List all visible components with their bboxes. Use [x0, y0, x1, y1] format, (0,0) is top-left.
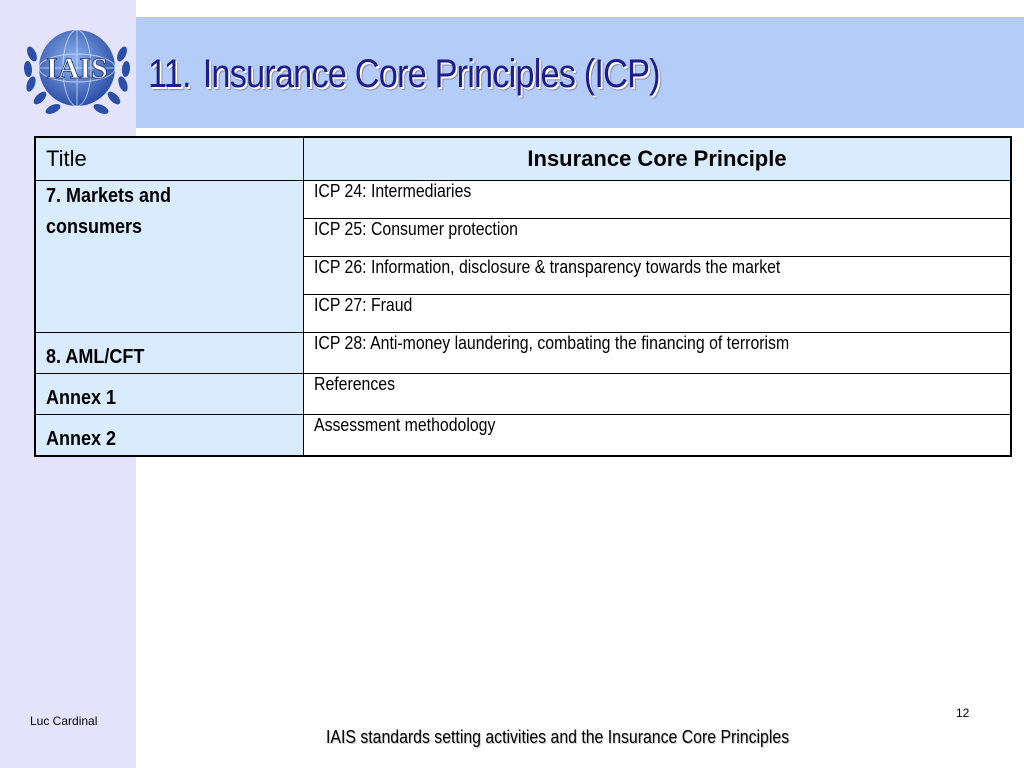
table-row: [35, 181, 1011, 219]
footer-title: IAIS standards setting activities and the Insurance Core Principles: [326, 727, 790, 747]
title-text: Insurance Core Principles (ICP): [202, 52, 660, 96]
title-number: 11.: [148, 52, 191, 96]
group-title: Annex 1: [46, 387, 117, 409]
principle-cell: [304, 295, 1012, 333]
page-title: [148, 52, 660, 97]
icp-table: [34, 136, 1012, 457]
table-row: [35, 333, 1011, 374]
group-markets-consumers: [35, 181, 304, 333]
table-header-row: [35, 137, 1011, 181]
principle-text: ICP 25: Consumer protection: [314, 219, 518, 239]
principle-cell: [304, 219, 1012, 257]
group-aml-cft: [35, 333, 304, 374]
table-row: [35, 374, 1011, 415]
principle-cell: [304, 333, 1012, 374]
principle-cell: [304, 415, 1012, 457]
logo-text: IAIS: [46, 52, 108, 85]
header-title: Title: [35, 137, 304, 181]
principle-cell: [304, 181, 1012, 219]
group-annex-2: [35, 415, 304, 457]
page-number: 12: [956, 706, 970, 720]
table-row: [35, 415, 1011, 457]
principle-text: ICP 26: Information, disclosure & transparency towards the market: [314, 257, 781, 277]
principle-text: References: [314, 374, 396, 394]
group-title: 8. AML/CFT: [46, 346, 145, 368]
iais-logo: [22, 14, 132, 126]
principle-text: ICP 28: Anti-money laundering, combating the financing of terrorism: [314, 333, 790, 353]
group-title: 7. Markets and consumers: [46, 185, 172, 238]
principle-cell: [304, 257, 1012, 295]
group-annex-1: [35, 374, 304, 415]
principle-cell: [304, 374, 1012, 415]
group-title: Annex 2: [46, 428, 117, 450]
principle-text: ICP 27: Fraud: [314, 295, 413, 315]
header-principle: Insurance Core Principle: [304, 137, 1012, 181]
presenter-name: Luc Cardinal: [30, 714, 98, 728]
principle-text: ICP 24: Intermediaries: [314, 181, 472, 201]
principle-text: Assessment methodology: [314, 415, 496, 435]
